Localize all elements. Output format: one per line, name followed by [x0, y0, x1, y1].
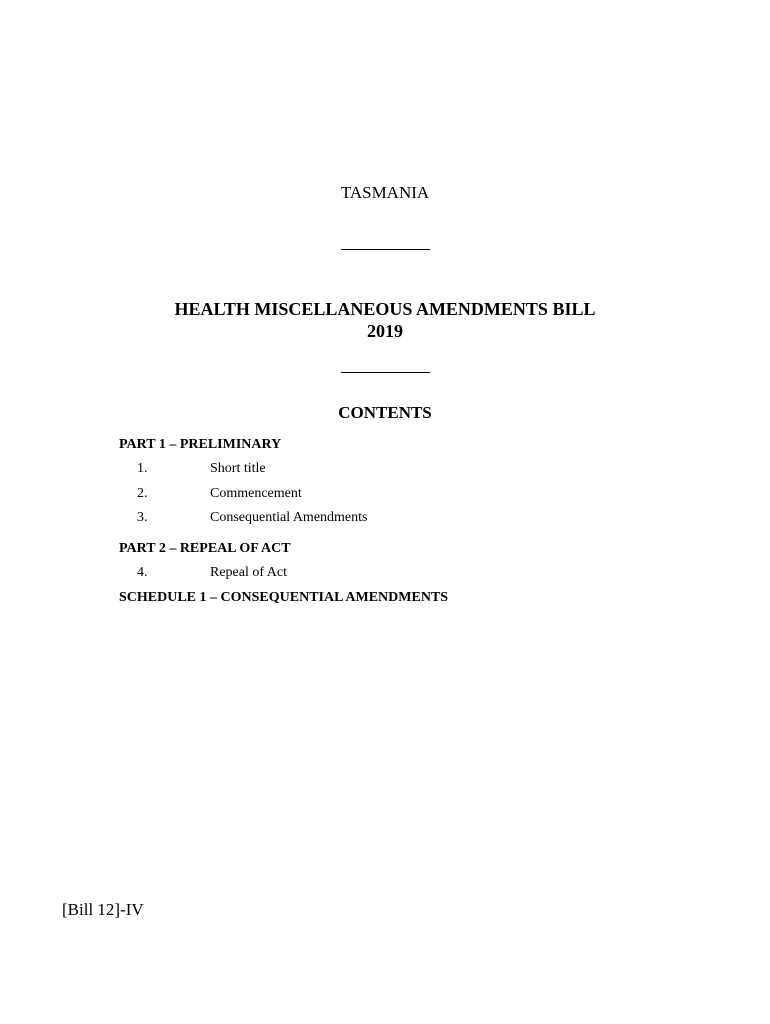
bill-title	[0, 298, 770, 342]
item-title: Commencement	[210, 486, 302, 501]
separator-rule-top	[341, 249, 430, 250]
bill-reference: [Bill 12]-IV	[62, 900, 144, 919]
item-number: 4.	[137, 565, 148, 580]
item-title: Repeal of Act	[210, 565, 287, 580]
bill-title-line-1: HEALTH MISCELLANEOUS AMENDMENTS BILL	[174, 299, 596, 319]
item-number: 2.	[137, 486, 148, 501]
jurisdiction-heading: TASMANIA	[340, 183, 430, 202]
bill-title-line-2: 2019	[367, 321, 403, 341]
item-title: Short title	[210, 461, 266, 476]
part-2-heading: PART 2 – REPEAL OF ACT	[119, 541, 291, 556]
item-title: Consequential Amendments	[210, 510, 368, 525]
separator-rule-bottom	[341, 372, 430, 373]
contents-heading: CONTENTS	[338, 403, 432, 422]
item-number: 1.	[137, 461, 148, 476]
item-number: 3.	[137, 510, 148, 525]
schedule-heading: SCHEDULE 1 – CONSEQUENTIAL AMENDMENTS	[119, 590, 449, 605]
part-1-heading: PART 1 – PRELIMINARY	[119, 437, 282, 452]
